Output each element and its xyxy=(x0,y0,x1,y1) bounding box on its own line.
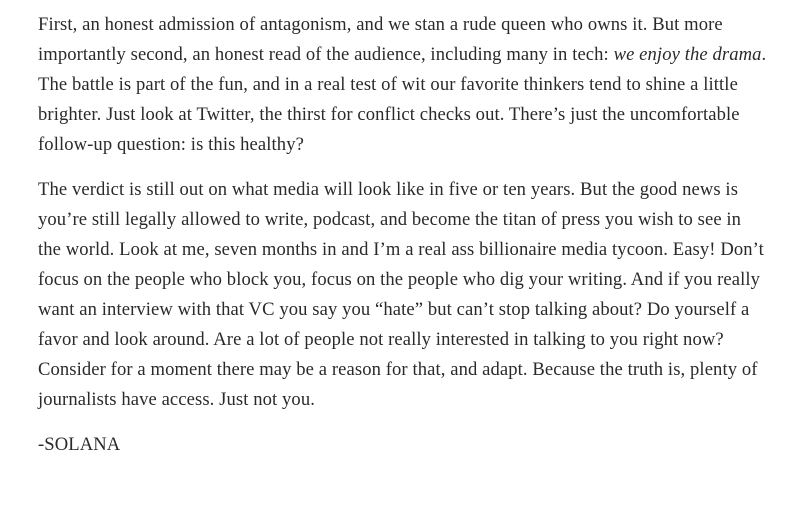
author-signature: -SOLANA xyxy=(38,434,121,455)
paragraph-1-text-start: First, an honest admission of antagonism, and we stan a rude queen who owns it. But more importantly second, an honest read of the audience, including many in tech: xyxy=(38,14,723,65)
paragraph-1-emphasis: we enjoy the drama xyxy=(613,44,762,65)
paragraph-1-text-end: . The battle is part of the fun, and in a real test of wit our favorite thinkers tend to shine a little brighter. Just look at Twitter, the thirst for conflict checks out. There’s just the uncomfortable follow-up question: is this healthy? xyxy=(38,44,767,155)
paragraph-1 xyxy=(38,10,768,160)
article-body xyxy=(38,10,768,475)
paragraph-2: The verdict is still out on what media will look like in five or ten years. But the good news is you’re still legally allowed to write, podcast, and become the titan of press you wish to see in the world. Look at me, seven months in and I’m a real ass billionaire media tycoon. Easy! Don’t focus on the people who block you, focus on the people who dig your writing. And if you really want an interview with that VC you say you “hate” but can’t stop talking about? Do yourself a favor and look around. Are a lot of people not really interested in talking to you right now? Consider for a moment there may be a reason for that, and adapt. Because the truth is, plenty of journalists have access. Just not you. xyxy=(38,179,764,410)
